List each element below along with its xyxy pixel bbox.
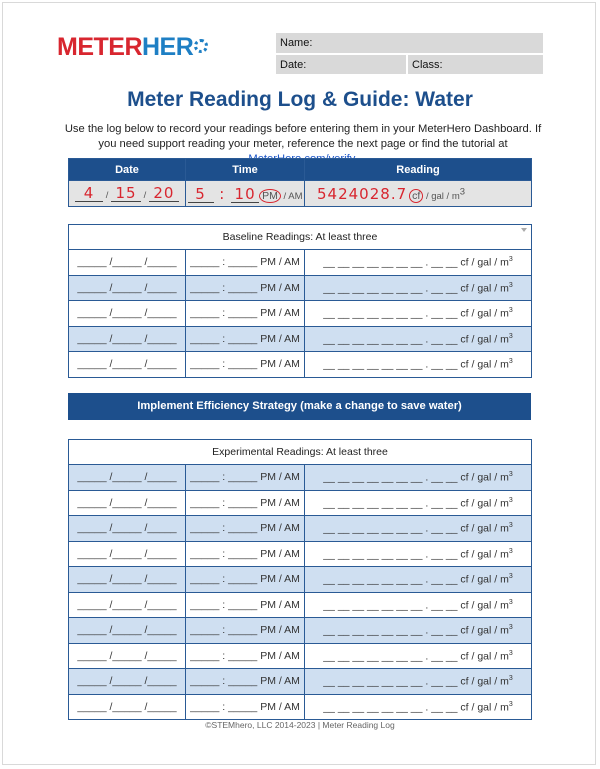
date-entry[interactable]: _____ /_____ /_____ — [69, 694, 186, 720]
table-row — [69, 618, 532, 644]
example-reading: 5424028.7 cf / gal / $m^3$ — [305, 181, 532, 207]
reading-entry[interactable]: __ __ __ __ __ __ __ . __ __ cf / gal / $m^3$ — [305, 516, 532, 542]
table-row — [69, 326, 532, 352]
reading-entry[interactable]: __ __ __ __ __ __ __ . __ __ cf / gal / $m^3$ — [305, 301, 532, 327]
class-field[interactable]: Class: — [408, 55, 543, 74]
page-footer: ©STEMhero, LLC 2014-2023 | Meter Reading Log — [205, 720, 395, 730]
time-entry[interactable]: _____ : _____ PM / AM — [186, 567, 305, 593]
table-row — [69, 250, 532, 276]
date-entry[interactable]: _____ /_____ /_____ — [69, 541, 186, 567]
date-entry[interactable]: _____ /_____ /_____ — [69, 618, 186, 644]
baseline-heading: Baseline Readings: At least three — [69, 225, 532, 250]
col-time: Time — [186, 159, 305, 181]
reading-entry[interactable]: __ __ __ __ __ __ __ . __ __ cf / gal / $m^3$ — [305, 275, 532, 301]
col-reading: Reading — [305, 159, 532, 181]
date-entry[interactable]: _____ /_____ /_____ — [69, 250, 186, 276]
meterhero-logo: METERHER — [57, 33, 208, 62]
table-row — [69, 541, 532, 567]
reading-entry[interactable]: __ __ __ __ __ __ __ . __ __ cf / gal / $m^3$ — [305, 592, 532, 618]
reading-entry[interactable]: __ __ __ __ __ __ __ . __ __ cf / gal / $m^3$ — [305, 541, 532, 567]
time-entry[interactable]: _____ : _____ PM / AM — [186, 326, 305, 352]
intro-paragraph: Use the log below to record your readings before entering them in your MeterHero Dashboard. If you need support reading your meter, reference the next page or find the tutorial at — [58, 122, 548, 167]
date-entry[interactable]: _____ /_____ /_____ — [69, 516, 186, 542]
table-row — [69, 301, 532, 327]
col-date: Date — [69, 159, 186, 181]
table-row — [69, 275, 532, 301]
date-entry[interactable]: _____ /_____ /_____ — [69, 301, 186, 327]
table-row — [69, 643, 532, 669]
time-entry[interactable]: _____ : _____ PM / AM — [186, 465, 305, 491]
table-row — [69, 592, 532, 618]
time-entry[interactable]: _____ : _____ PM / AM — [186, 275, 305, 301]
date-entry[interactable]: _____ /_____ /_____ — [69, 465, 186, 491]
gear-o-icon — [194, 39, 208, 53]
example-time: 5 : 10 PM / AM — [186, 181, 305, 207]
time-entry[interactable]: _____ : _____ PM / AM — [186, 592, 305, 618]
table-row — [69, 490, 532, 516]
time-entry[interactable]: _____ : _____ PM / AM — [186, 669, 305, 695]
time-entry[interactable]: _____ : _____ PM / AM — [186, 694, 305, 720]
table-row — [69, 516, 532, 542]
date-entry[interactable]: _____ /_____ /_____ — [69, 326, 186, 352]
date-entry[interactable]: _____ /_____ /_____ — [69, 669, 186, 695]
reading-entry[interactable]: __ __ __ __ __ __ __ . __ __ cf / gal / $m^3$ — [305, 694, 532, 720]
date-entry[interactable]: _____ /_____ /_____ — [69, 275, 186, 301]
reading-entry[interactable]: __ __ __ __ __ __ __ . __ __ cf / gal / $m^3$ — [305, 490, 532, 516]
time-entry[interactable]: _____ : _____ PM / AM — [186, 352, 305, 378]
table-row — [69, 669, 532, 695]
time-entry[interactable]: _____ : _____ PM / AM — [186, 250, 305, 276]
reading-entry[interactable]: __ __ __ __ __ __ __ . __ __ cf / gal / $m^3$ — [305, 352, 532, 378]
date-entry[interactable]: _____ /_____ /_____ — [69, 643, 186, 669]
date-entry[interactable]: _____ /_____ /_____ — [69, 592, 186, 618]
table-row — [69, 567, 532, 593]
time-entry[interactable]: _____ : _____ PM / AM — [186, 516, 305, 542]
date-entry[interactable]: _____ /_____ /_____ — [69, 567, 186, 593]
example-reading-table — [68, 158, 532, 207]
time-entry[interactable]: _____ : _____ PM / AM — [186, 541, 305, 567]
reading-entry[interactable]: __ __ __ __ __ __ __ . __ __ cf / gal / $m^3$ — [305, 465, 532, 491]
time-entry[interactable]: _____ : _____ PM / AM — [186, 643, 305, 669]
reading-entry[interactable]: __ __ __ __ __ __ __ . __ __ cf / gal / $m^3$ — [305, 567, 532, 593]
dropdown-arrow-icon — [521, 228, 527, 232]
table-row — [69, 694, 532, 720]
time-entry[interactable]: _____ : _____ PM / AM — [186, 618, 305, 644]
strategy-banner: Implement Efficiency Strategy (make a change to save water) — [68, 393, 531, 420]
date-entry[interactable]: _____ /_____ /_____ — [69, 352, 186, 378]
reading-entry[interactable]: __ __ __ __ __ __ __ . __ __ cf / gal / $m^3$ — [305, 643, 532, 669]
example-date: 4 / 15 / 20 — [69, 181, 186, 207]
date-entry[interactable]: _____ /_____ /_____ — [69, 490, 186, 516]
time-entry[interactable]: _____ : _____ PM / AM — [186, 490, 305, 516]
experimental-heading: Experimental Readings: At least three — [69, 440, 532, 465]
baseline-readings-table — [68, 224, 532, 378]
reading-entry[interactable]: __ __ __ __ __ __ __ . __ __ cf / gal / $m^3$ — [305, 669, 532, 695]
table-row — [69, 465, 532, 491]
reading-entry[interactable]: __ __ __ __ __ __ __ . __ __ cf / gal / $m^3$ — [305, 618, 532, 644]
time-entry[interactable]: _____ : _____ PM / AM — [186, 301, 305, 327]
reading-entry[interactable]: __ __ __ __ __ __ __ . __ __ cf / gal / $m^3$ — [305, 326, 532, 352]
name-field[interactable]: Name: — [276, 33, 543, 53]
reading-entry[interactable]: __ __ __ __ __ __ __ . __ __ cf / gal / $m^3$ — [305, 250, 532, 276]
date-field[interactable]: Date: — [276, 55, 406, 74]
table-row — [69, 352, 532, 378]
experimental-readings-table — [68, 439, 532, 720]
page-title: Meter Reading Log & Guide: Water — [127, 88, 473, 111]
